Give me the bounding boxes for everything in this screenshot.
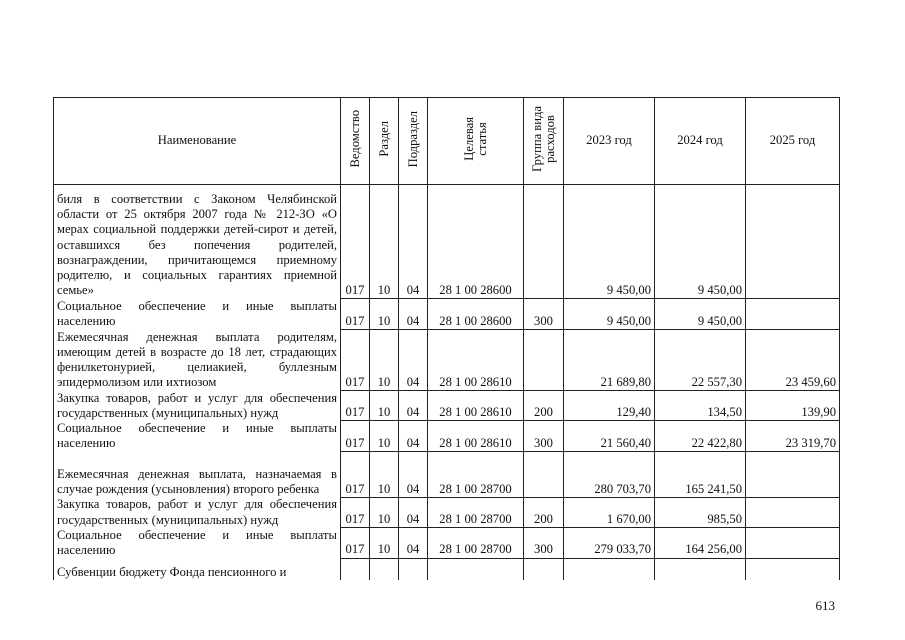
cell-vedomstvo: 017 [341,528,370,558]
cell-gruppa: 300 [524,528,564,558]
table-row [54,451,840,497]
table-row [54,558,840,580]
cell-podrazdel: 04 [399,299,428,330]
header-podrazdel-text: Подраздел [405,110,420,168]
cell-2024: 9 450,00 [655,299,746,330]
cell-2025 [746,558,840,580]
cell-statya: 28 1 00 28700 [428,497,524,527]
header-vedomstvo [341,98,370,185]
cell-podrazdel: 04 [399,185,428,299]
header-2024-text: 2024 год [677,133,723,148]
cell-name: Социальное обеспечение и иные выплаты населению [54,528,341,558]
cell-2023: 129,40 [564,391,655,421]
cell-2024: 9 450,00 [655,185,746,299]
page-number: 613 [815,598,835,613]
cell-razdel: 10 [370,330,399,391]
header-razdel-text: Раздел [376,121,391,157]
cell-razdel: 10 [370,497,399,527]
cell-razdel: 10 [370,185,399,299]
table-row [54,330,840,391]
cell-2025 [746,299,840,330]
cell-2025 [746,185,840,299]
cell-gruppa: 300 [524,299,564,330]
cell-vedomstvo [341,558,370,580]
cell-2025 [746,497,840,527]
cell-razdel: 10 [370,451,399,497]
header-name-text: Наименование [157,133,237,148]
table-header [54,98,840,185]
cell-statya: 28 1 00 28600 [428,299,524,330]
cell-razdel [370,558,399,580]
cell-2024: 165 241,50 [655,451,746,497]
cell-podrazdel: 04 [399,330,428,391]
cell-podrazdel: 04 [399,391,428,421]
budget-table [53,97,840,580]
cell-gruppa [524,185,564,299]
cell-2023: 21 560,40 [564,421,655,451]
cell-gruppa: 200 [524,497,564,527]
cell-gruppa [524,558,564,580]
table-row [54,421,840,451]
cell-statya: 28 1 00 28610 [428,330,524,391]
cell-statya: 28 1 00 28610 [428,391,524,421]
cell-podrazdel: 04 [399,497,428,527]
cell-statya: 28 1 00 28610 [428,421,524,451]
cell-podrazdel: 04 [399,451,428,497]
cell-statya [428,558,524,580]
cell-podrazdel: 04 [399,421,428,451]
cell-name: Субвенции бюджету Фонда пенсионного и [54,558,341,580]
cell-2023: 1 670,00 [564,497,655,527]
header-statya-line1: Целевая [461,117,476,161]
header-2023 [564,98,655,185]
table-row [54,391,840,421]
cell-name: Социальное обеспечение и иные выплаты населению [54,421,341,451]
cell-name: Ежемесячная денежная выплата, назначаемая в случае рождения (усыновления) второго ребенка [54,451,341,497]
header-2025-text: 2025 год [769,133,816,148]
cell-gruppa [524,451,564,497]
header-name [54,98,341,185]
cell-podrazdel: 04 [399,528,428,558]
cell-vedomstvo: 017 [341,391,370,421]
cell-vedomstvo: 017 [341,497,370,527]
cell-statya: 28 1 00 28700 [428,451,524,497]
cell-vedomstvo: 017 [341,299,370,330]
header-vedomstvo-text: Ведомство [347,110,362,168]
cell-2023: 9 450,00 [564,185,655,299]
header-2024 [655,98,746,185]
cell-razdel: 10 [370,391,399,421]
cell-name: Закупка товаров, работ и услуг для обеспечения государственных (муниципальных) нужд [54,497,341,527]
cell-gruppa: 200 [524,391,564,421]
cell-razdel: 10 [370,421,399,451]
header-2025 [746,98,840,185]
table-row [54,528,840,558]
cell-2023: 9 450,00 [564,299,655,330]
cell-vedomstvo: 017 [341,330,370,391]
cell-2025 [746,528,840,558]
cell-gruppa [524,330,564,391]
header-2023-text: 2023 год [586,133,632,148]
header-podrazdel [399,98,428,185]
cell-vedomstvo: 017 [341,185,370,299]
cell-2023: 280 703,70 [564,451,655,497]
cell-2025: 23 319,70 [746,421,840,451]
header-statya-line2: статья [474,122,489,156]
header-gruppa-text [531,106,557,172]
table-row [54,299,840,330]
cell-2025: 23 459,60 [746,330,840,391]
cell-2024: 22 422,80 [655,421,746,451]
cell-2025: 139,90 [746,391,840,421]
cell-podrazdel [399,558,428,580]
cell-name: Закупка товаров, работ и услуг для обеспечения государственных (муниципальных) нужд [54,391,341,421]
cell-2023: 21 689,80 [564,330,655,391]
cell-statya: 28 1 00 28700 [428,528,524,558]
cell-2024: 22 557,30 [655,330,746,391]
table-row [54,185,840,299]
cell-statya: 28 1 00 28600 [428,185,524,299]
header-razdel [370,98,399,185]
header-statya [428,98,524,185]
cell-2023 [564,558,655,580]
cell-2024: 134,50 [655,391,746,421]
cell-name: биля в соответствии с Законом Челябинской области от 25 октября 2007 года № 212-ЗО «О мерах социальной поддержки детей-сирот и детей, оставшихся без попечения родителей, вознаграждении, причитающемся приемному родителю, и социальных гарантиях приемной семье» [54,185,341,299]
table-body [54,185,840,581]
cell-name: Социальное обеспечение и иные выплаты населению [54,299,341,330]
cell-vedomstvo: 017 [341,421,370,451]
header-gruppa-line1: Группа вида [529,105,544,172]
cell-gruppa: 300 [524,421,564,451]
header-gruppa-line2: расходов [542,115,557,163]
cell-2024: 985,50 [655,497,746,527]
cell-2024 [655,558,746,580]
header-gruppa [524,98,564,185]
cell-razdel: 10 [370,299,399,330]
cell-2023: 279 033,70 [564,528,655,558]
table-row [54,497,840,527]
header-statya-text [463,117,489,161]
cell-name: Ежемесячная денежная выплата родителям, имеющим детей в возрасте до 18 лет, страдающих фенилкетонурией, целиакией, буллезным эпидермолизом или ихтиозом [54,330,341,391]
cell-2024: 164 256,00 [655,528,746,558]
cell-vedomstvo: 017 [341,451,370,497]
cell-razdel: 10 [370,528,399,558]
cell-2025 [746,451,840,497]
